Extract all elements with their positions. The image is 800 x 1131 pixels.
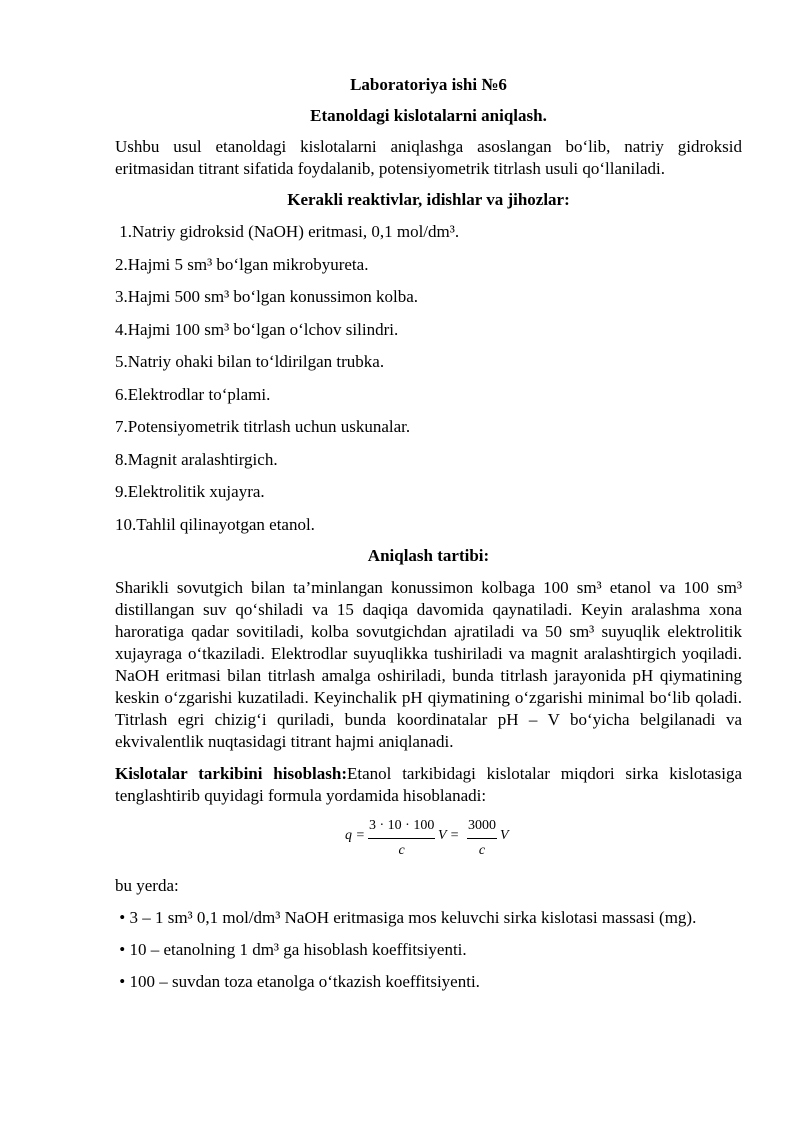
intro-paragraph: Ushbu usul etanoldagi kislotalarni aniqlashga asoslangan bo‘lib, natriy gidroksid eritmasidan titrant sifatida foydalanib, potensiyometrik titrlash usuli qo‘llaniladi. xyxy=(115,137,742,178)
list-item: 5.Natriy ohaki bilan to‘ldirilgan trubka. xyxy=(115,352,385,371)
formula-numerator-2: 3000 xyxy=(467,815,497,839)
formula-middle: V = xyxy=(438,827,460,843)
document-title: Laboratoriya ishi №6 xyxy=(350,75,507,94)
list-item: 8.Magnit aralashtirgich. xyxy=(115,449,278,469)
formula-fraction-1 xyxy=(368,815,435,862)
formula-numerator-1: 3 · 10 · 100 xyxy=(368,815,435,839)
formula-lhs: q = xyxy=(345,827,365,843)
where-label: bu yerda: xyxy=(115,875,179,895)
document-subtitle: Etanoldagi kislotalarni aniqlash. xyxy=(310,106,547,125)
list-item: 6.Elektrodlar to‘plami. xyxy=(115,384,271,404)
formula-rhs: V xyxy=(500,827,509,843)
calculation-label: Kislotalar tarkibini hisoblash: xyxy=(115,763,347,783)
list-item: 2.Hajmi 5 sm³ bo‘lgan mikrobyureta. xyxy=(115,254,369,274)
formula-denominator-2: c xyxy=(478,842,486,858)
calculation-text: Etanol tarkibidagi kislotalar miqdori sirka kislotasiga tenglashtirib quyidagi formula yordamida hisoblanadi: xyxy=(115,763,742,805)
list-item: 10.Tahlil qilinayotgan etanol. xyxy=(115,514,315,534)
note-item: • 100 – suvdan toza etanolga o‘tkazish koeffitsiyenti. xyxy=(115,971,480,991)
list-item: 3.Hajmi 500 sm³ bo‘lgan konussimon kolba. xyxy=(115,287,419,306)
reagents-heading: Kerakli reaktivlar, idishlar va jihozlar: xyxy=(287,190,570,209)
list-item: 9.Elektrolitik xujayra. xyxy=(115,482,265,501)
list-item: 7.Potensiyometrik titrlash uchun uskunalar. xyxy=(115,417,411,436)
formula-fraction-2 xyxy=(467,815,497,862)
note-item: • 10 – etanolning 1 dm³ ga hisoblash koeffitsiyenti. xyxy=(115,939,467,959)
list-item: 1.Natriy gidroksid (NaOH) eritmasi, 0,1 mol/dm³. xyxy=(115,222,460,241)
document-page xyxy=(115,74,742,993)
procedure-heading: Aniqlash tartibi: xyxy=(367,545,490,565)
formula xyxy=(115,815,742,859)
list-item: 4.Hajmi 100 sm³ bo‘lgan o‘lchov silindri. xyxy=(115,319,399,339)
note-item: • 3 – 1 sm³ 0,1 mol/dm³ NaOH eritmasiga mos keluvchi sirka kislotasi massasi (mg). xyxy=(115,907,697,927)
reagents-list xyxy=(115,221,742,536)
formula-denominator-1: c xyxy=(398,842,405,858)
procedure-paragraph: Sharikli sovutgich bilan ta’minlangan konussimon kolbaga 100 sm³ etanol va 100 sm³ distillangan suv qo‘shiladi va 15 daqiqa davomida qaynatiladi. Keyin aralashma xona haroratiga qadar sovitiladi, kolba sovutgichdan ajratiladi va 50 sm³ suyuqlik elektrolitik xujayraga o‘tkaziladi. Elektrodlar suyuqlikka tushiriladi va magnit aralashtirgich yoqiladi. NaOH eritmasi bilan titrlash amalga oshiriladi, bunda titrlash jarayonida pH qiymatining keskin o‘zgarishi kuzatiladi. Keyinchalik pH qiymatining o‘zgarishi minimal bo‘lib qoladi. Titrlash egri chizig‘i quriladi, bunda koordinatalar pH – V bo‘yicha belgilanadi va ekvivalentlik nuqtasidagi titrant hajmi aniqlanadi. xyxy=(115,577,742,751)
calculation-paragraph xyxy=(115,763,742,807)
